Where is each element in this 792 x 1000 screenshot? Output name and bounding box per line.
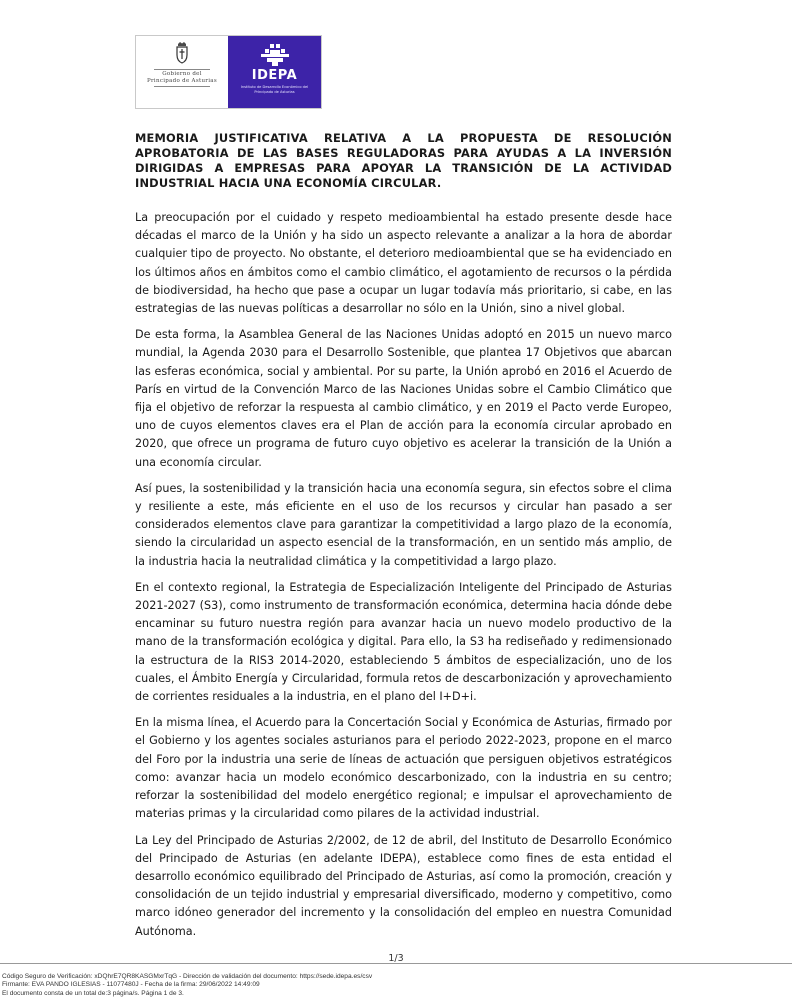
gov-logo-line1: Gobierno del <box>162 71 202 77</box>
header-logos <box>135 35 322 109</box>
footer-divider <box>0 963 792 964</box>
gov-logo-text <box>147 68 217 88</box>
idepa-emblem-icon <box>261 44 289 66</box>
gov-logo-rule-bottom <box>154 86 210 87</box>
idepa-logo <box>228 36 321 108</box>
paragraph: La Ley del Principado de Asturias 2/2002, de 12 de abril, del Instituto de Desarrollo Económico del Principado de Asturias (en adelante IDEPA), establece como fines de esta entidad el desarrollo económico equilibrado del Principado de Asturias, así como la promoción, creación y consolidación de un tejido industrial y empresarial diversificado, moderno y competitivo, como marco idóneo generador del incremento y la consolidación del empleo en nuestra Comunidad Autónoma. <box>135 833 672 938</box>
paragraph: Así pues, la sostenibilidad y la transición hacia una economía segura, sin efectos sobre el clima y resiliente a este, más eficiente en el uso de los recursos y circular han pasado a ser considerados elementos clave para garantizar la competitividad a largo plazo de la economía, siendo la circularidad un aspecto esencial de la transformación, en un sentido más amplio, de la industria hacia la neutralidad climática y la competitividad a largo plazo. <box>135 481 672 568</box>
paragraph: De esta forma, la Asamblea General de las Naciones Unidas adoptó en 2015 un nuevo marco mundial, la Agenda 2030 para el Desarrollo Sostenible, que plantea 17 Objetivos que abarcan las esferas económica, social y ambiental. Por su parte, la Unión aprobó en 2016 el Acuerdo de París en virtud de la Convención Marco de las Naciones Unidas sobre el Cambio Climático que fija el objetivo de reforzar la respuesta al cambio climático, y en 2019 el Pacto verde Europeo, uno de cuyos elementos claves era el Plan de acción para la economía circular aprobado en 2020, que ofrece un programa de futuro cuyo objetivo es acelerar la transición de la Unión a una economía circular. <box>135 328 672 469</box>
gobierno-asturias-logo <box>136 36 228 108</box>
gov-logo-rule <box>154 69 210 70</box>
paragraph: La preocupación por el cuidado y respeto medioambiental ha estado presente desde hace décadas el marco de la Unión y ha sido un aspecto relevante a analizar a la hora de abordar cualquier tipo de proyecto. No obstante, el deterioro medioambiental que se ha evidenciado en los últimos años en ámbitos como el cambio climático, el agotamiento de recursos o la pérdida de biodiversidad, ha hecho que pase a ocupar un lugar todavía más prioritario, si cabe, en las estrategias de las nuevas políticas a desarrollar no sólo en la Unión, sino a nivel global. <box>135 211 672 316</box>
signer-line: Firmante: EVA PANDO IGLESIAS - 11077480J - Fecha de la firma: 29/06/2022 14:49:09 <box>2 981 260 989</box>
page-count-line: El documento consta de un total de:3 página/s. Página 1 de 3. <box>2 989 184 997</box>
idepa-subtitle: Instituto de Desarrollo Económico del Principado de Asturias <box>240 85 309 94</box>
document-body <box>135 209 672 949</box>
coat-of-arms-icon <box>175 42 189 64</box>
signature-footer <box>2 973 790 998</box>
document-title: MEMORIA JUSTIFICATIVA RELATIVA A LA PROPUESTA DE RESOLUCIÓN APROBATORIA DE LAS BASES REGULADORAS PARA AYUDAS A LA INVERSIÓN DIRIGIDAS A EMPRESAS PARA APOYAR LA TRANSICIÓN DE LA ACTIVIDAD INDUSTRIAL HACIA UNA ECONOMÍA CIRCULAR. <box>135 131 672 190</box>
gov-logo-line2: Principado de Asturias <box>146 78 217 84</box>
idepa-wordmark: IDEPA <box>251 68 298 83</box>
page-number: 1/3 <box>388 953 404 964</box>
verification-code-line: Código Seguro de Verificación: xDQhrE7QR8KASGMxrTqG - Dirección de validación del documento: https://sede.idepa.es/csv <box>2 973 373 980</box>
paragraph: En la misma línea, el Acuerdo para la Concertación Social y Económica de Asturias, firmado por el Gobierno y los agentes sociales asturianos para el periodo 2022-2023, propone en el marco del Foro por la industria una serie de líneas de actuación que persiguen objetivos estratégicos como: avanzar hacia un modelo económico descarbonizado, con la industria en su centro; reforzar la sostenibilidad del modelo energético regional; e impulsar el aprovechamiento de materias primas y la circularidad como pilares de la actividad industrial. <box>135 716 672 821</box>
paragraph: En el contexto regional, la Estrategia de Especialización Inteligente del Principado de Asturias 2021-2027 (S3), como instrumento de transformación económica, determina hacia dónde debe encaminar su futuro nuestra región para avanzar hacia un nuevo modelo productivo de la mano de la transformación ecológica y digital. Para ello, la S3 ha rediseñado y redimensionado la estructura de la RIS3 2014-2020, estableciendo 5 ámbitos de especialización, uno de los cuales, el Ámbito Energía y Circularidad, formula retos de descarbonización y aprovechamiento de corrientes residuales a la industria, en el plano del I+D+i. <box>135 580 672 704</box>
